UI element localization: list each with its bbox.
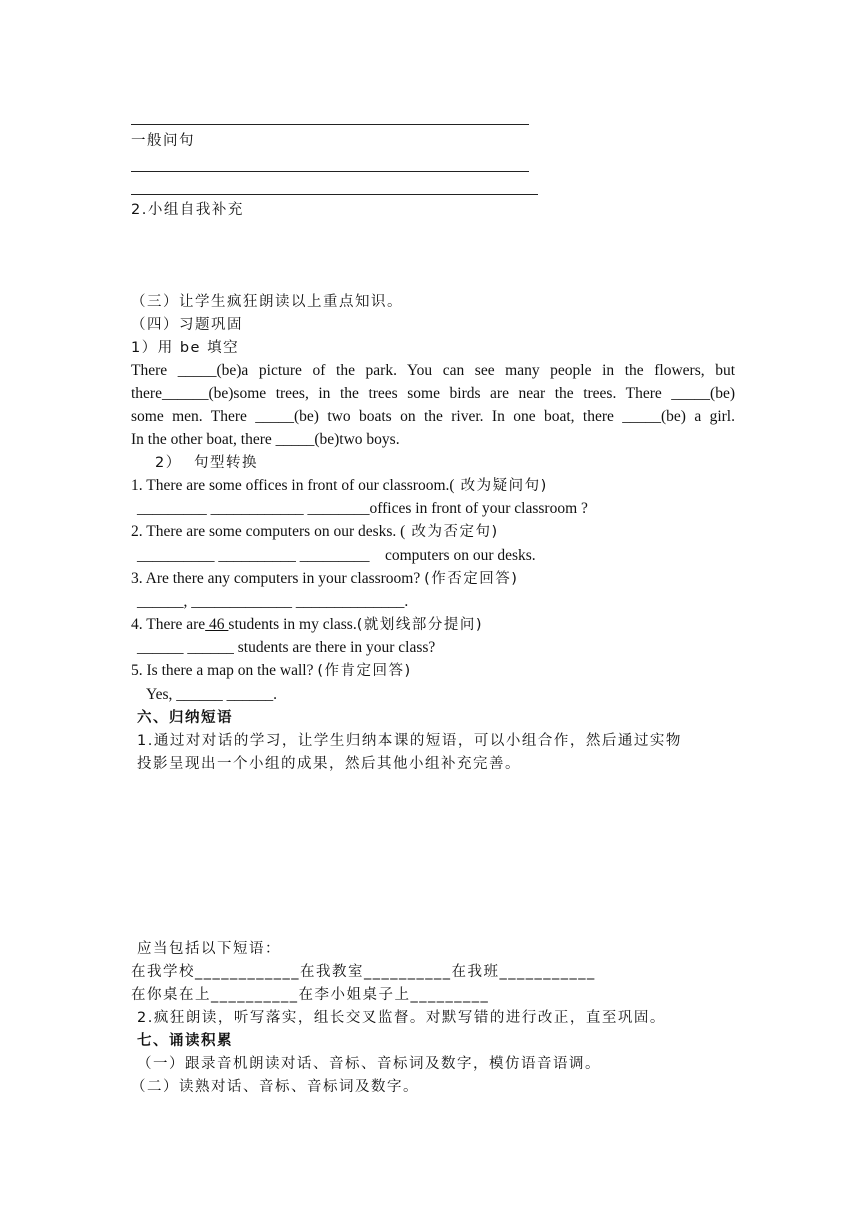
section-7-heading: 七、诵读积累 [137, 1033, 233, 1049]
exercise-2-answer-3: ______, _____________ ______________. [137, 593, 409, 610]
section-6-paragraph-line: 1.通过对对话的学习，让学生归纳本课的短语，可以小组合作，然后通过实物 [137, 733, 682, 749]
exercise-1-line: there______(be)some trees, in the trees some birds are near the trees. There _____(be) [131, 385, 735, 402]
answer-line [131, 194, 538, 195]
section-7-step-1: （一）跟录音机朗读对话、音标、音标词及数字，模仿语音语调。 [137, 1056, 601, 1072]
exercise-2-answer-1: _________ ____________ ________offices in front of your classroom ? [137, 500, 588, 517]
exercise-2-heading: 2） 句型转换 [155, 455, 258, 471]
answer-line [131, 124, 529, 125]
phrases-intro: 应当包括以下短语： [137, 941, 281, 957]
phrases-line: 在你桌在上__________在李小姐桌子上_________ [131, 987, 490, 1003]
section-6-heading: 六、归纳短语 [137, 710, 233, 726]
heading-general-question: 一般问句 [131, 133, 195, 149]
exercise-2-question-3: 3. Are there any computers in your classroom? (作否定回答) [131, 570, 519, 587]
exercise-2-question-5: 5. Is there a map on the wall? (作肯定回答) [131, 662, 412, 679]
group-supplement-label: 2.小组自我补充 [131, 202, 244, 218]
step-three: （三）让学生疯狂朗读以上重点知识。 [131, 294, 403, 310]
step-four: （四）习题巩固 [131, 317, 243, 333]
exercise-1-heading: 1）用 be 填空 [131, 340, 240, 356]
exercise-2-question-2: 2. There are some computers on our desks. ( 改为否定句) [131, 523, 499, 540]
phrases-line: 在我学校____________在我教室__________在我班___________ [131, 964, 596, 980]
exercise-1-line: There _____(be)a picture of the park. You can see many people in the flowers, but [131, 362, 735, 379]
exercise-2-answer-2: __________ __________ _________ computers on our desks. [137, 547, 536, 564]
exercise-2-question-1: 1. There are some offices in front of our classroom.( 改为疑问句) [131, 477, 548, 494]
answer-line [131, 171, 529, 172]
section-7-step-2: （二）读熟对话、音标、音标词及数字。 [131, 1079, 419, 1095]
underlined-number: 46 [205, 616, 229, 633]
exercise-1-line: In the other boat, there _____(be)two boys. [131, 431, 400, 448]
exercise-2-answer-4: ______ ______ students are there in your class? [137, 639, 436, 656]
exercise-2-answer-5: Yes, ______ ______. [146, 686, 278, 703]
section-6-step-2: 2.疯狂朗读，听写落实，组长交叉监督。对默写错的进行改正，直至巩固。 [137, 1010, 666, 1026]
exercise-2-question-4: 4. There are 46 students in my class.(就划线部分提问) [131, 616, 484, 633]
section-6-paragraph-line: 投影呈现出一个小组的成果，然后其他小组补充完善。 [137, 756, 521, 772]
exercise-1-line: some men. There _____(be) two boats on the river. In one boat, there _____(be) a girl. [131, 408, 735, 425]
